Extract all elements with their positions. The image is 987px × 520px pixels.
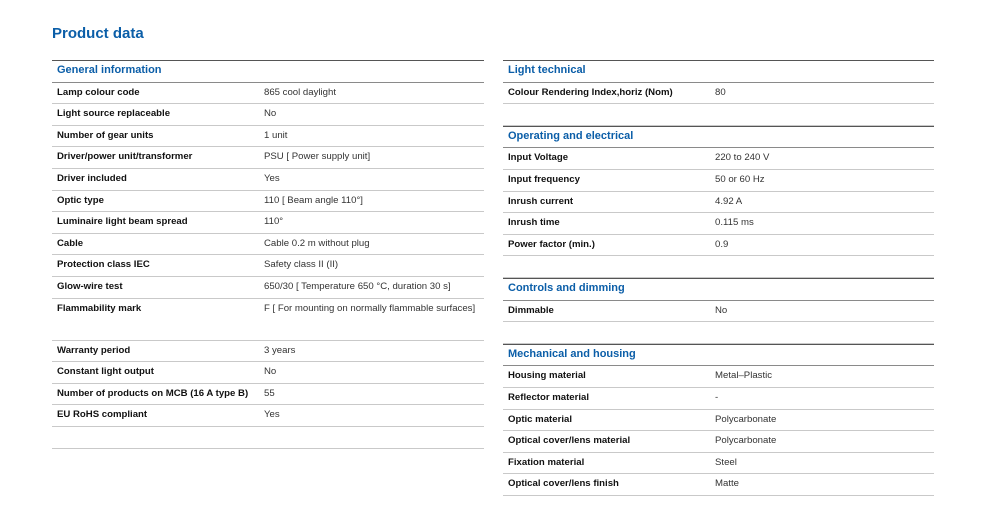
row-value: Steel <box>715 456 737 468</box>
table-row <box>52 341 484 363</box>
table-row <box>52 212 484 234</box>
row-label: Glow-wire test <box>57 280 123 292</box>
row-label: Colour Rendering Index,horiz (Nom) <box>508 86 673 98</box>
table-row <box>52 126 484 148</box>
table-row <box>503 213 934 235</box>
row-value: 3 years <box>264 344 296 356</box>
table-row-empty <box>503 322 934 344</box>
row-value: PSU [ Power supply unit] <box>264 151 371 163</box>
row-label: Inrush current <box>508 195 574 207</box>
table-row <box>503 235 934 257</box>
row-value: 0.9 <box>715 238 729 250</box>
row-label: EU RoHS compliant <box>57 409 148 421</box>
row-label: Optic type <box>57 194 104 206</box>
row-label: Optical cover/lens material <box>508 435 631 447</box>
row-label: Reflector material <box>508 391 590 403</box>
row-value: - <box>715 391 719 403</box>
table-row <box>503 431 934 453</box>
row-value: Polycarbonate <box>715 435 777 447</box>
row-label: Inrush time <box>508 217 560 229</box>
section-heading-light-technical: Light technical <box>503 60 934 83</box>
table-row <box>52 384 484 406</box>
row-label: Warranty period <box>57 344 131 356</box>
row-label: Optic material <box>508 413 572 425</box>
table-row <box>52 405 484 427</box>
row-label: Driver/power unit/transformer <box>57 151 193 163</box>
row-value: 1 unit <box>264 129 288 141</box>
table-row <box>503 148 934 170</box>
row-value: Matte <box>715 478 739 490</box>
table-row <box>503 301 934 323</box>
row-value: 110 [ Beam angle 110°] <box>264 194 363 206</box>
row-label: Housing material <box>508 370 586 382</box>
section-heading-general-information: General information <box>52 60 484 83</box>
row-label: Power factor (min.) <box>508 238 595 250</box>
table-row-empty <box>52 427 484 449</box>
table-row <box>52 147 484 169</box>
technical-tables <box>503 60 934 496</box>
table-row <box>503 170 934 192</box>
row-label: Luminaire light beam spread <box>57 216 188 228</box>
table-row <box>503 410 934 432</box>
row-label: Dimmable <box>508 304 554 316</box>
row-value: 865 cool daylight <box>264 86 337 98</box>
row-label: Optical cover/lens finish <box>508 478 619 490</box>
row-value: 220 to 240 V <box>715 152 770 164</box>
table-row <box>503 192 934 214</box>
table-row <box>52 362 484 384</box>
row-label: Cable <box>57 237 84 249</box>
table-row <box>52 104 484 126</box>
row-value: 80 <box>715 86 726 98</box>
section-heading-operating-and-electrical: Operating and electrical <box>503 126 934 149</box>
table-row <box>503 366 934 388</box>
general-information-table <box>52 60 484 449</box>
row-value: Yes <box>264 172 280 184</box>
row-value: 4.92 A <box>715 195 743 207</box>
row-value: No <box>264 108 277 120</box>
row-label: Lamp colour code <box>57 86 140 98</box>
row-value: Cable 0.2 m without plug <box>264 237 370 249</box>
row-value: Yes <box>264 409 280 421</box>
row-label: Protection class IEC <box>57 259 150 271</box>
row-label: Input frequency <box>508 173 580 185</box>
section-heading-controls-and-dimming: Controls and dimming <box>503 278 934 301</box>
row-value: Safety class II (II) <box>264 259 339 271</box>
table-row <box>503 388 934 410</box>
row-label: Flammability mark <box>57 302 142 314</box>
table-row <box>52 299 484 341</box>
page-title: Product data <box>52 25 144 42</box>
row-value: No <box>264 366 277 378</box>
row-value: Polycarbonate <box>715 413 777 425</box>
row-value: No <box>715 304 728 316</box>
table-row <box>52 169 484 191</box>
row-label: Light source replaceable <box>57 108 171 120</box>
table-row-empty <box>503 256 934 278</box>
row-label: Constant light output <box>57 366 154 378</box>
section-heading-mechanical-and-housing: Mechanical and housing <box>503 344 934 367</box>
table-row <box>503 453 934 475</box>
row-value: 50 or 60 Hz <box>715 173 765 185</box>
table-row <box>503 474 934 496</box>
row-value: Metal–Plastic <box>715 370 773 382</box>
row-value: 55 <box>264 387 275 399</box>
table-row-empty <box>503 104 934 126</box>
row-label: Number of gear units <box>57 129 154 141</box>
row-value: F [ For mounting on normally flammable surfaces] <box>264 302 476 314</box>
row-label: Number of products on MCB (16 A type B) <box>57 387 249 399</box>
row-label: Fixation material <box>508 456 585 468</box>
row-value: 110° <box>264 216 284 228</box>
table-row <box>52 255 484 277</box>
row-value: 650/30 [ Temperature 650 °C, duration 30 s] <box>264 280 451 292</box>
table-row <box>503 83 934 105</box>
table-row <box>52 234 484 256</box>
row-label: Input Voltage <box>508 152 569 164</box>
table-row <box>52 83 484 105</box>
row-label: Driver included <box>57 172 127 184</box>
table-row <box>52 277 484 299</box>
row-value: 0.115 ms <box>715 217 754 229</box>
table-row <box>52 191 484 213</box>
